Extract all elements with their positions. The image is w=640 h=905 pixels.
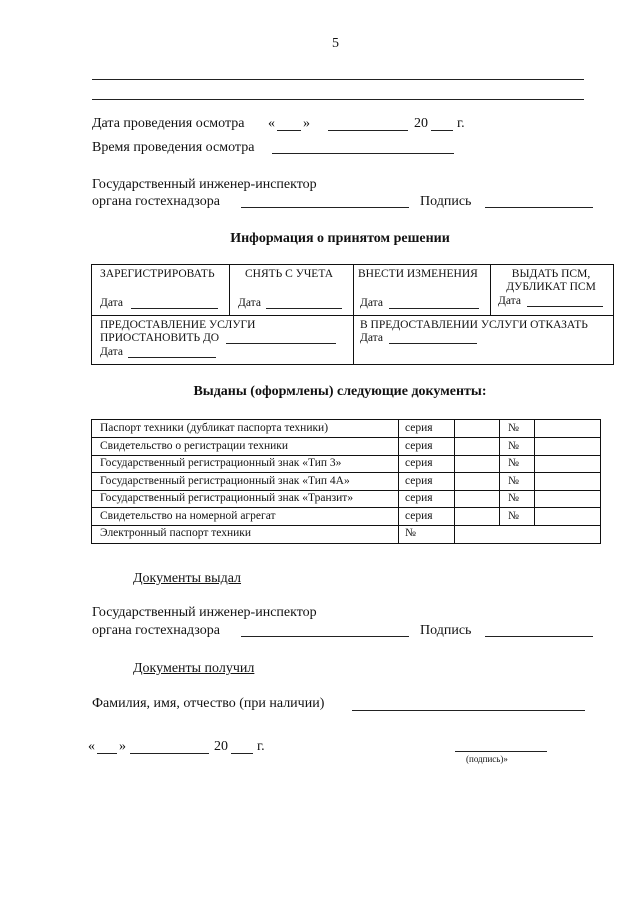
received-signature-field[interactable] — [455, 751, 547, 752]
amend-date-field[interactable] — [389, 308, 479, 309]
series-label: серия — [405, 422, 433, 434]
decision-issue-psm-1[interactable]: ВЫДАТЬ ПСМ, — [511, 268, 591, 280]
received-day-field[interactable] — [97, 753, 117, 754]
issued-signature-label: Подпись — [420, 623, 472, 638]
page-number: 5 — [332, 36, 339, 51]
doc-row: Свидетельство на номерной агрегат — [100, 510, 276, 522]
number-label: № — [508, 422, 519, 434]
suspend-date-label: Дата — [100, 346, 123, 358]
received-year-suffix: г. — [257, 739, 265, 754]
issue-psm-date-field[interactable] — [527, 306, 603, 307]
year-prefix: 20 — [414, 116, 428, 131]
series-label: серия — [405, 510, 433, 522]
issued-inspector-line2: органа гостехнадзора — [92, 623, 220, 638]
inspector-line1: Государственный инженер-инспектор — [92, 177, 317, 192]
issued-inspector-line1: Государственный инженер-инспектор — [92, 605, 317, 620]
doc-row: Свидетельство о регистрации техники — [100, 440, 289, 452]
open-quote: « — [268, 116, 275, 131]
deregister-date-field[interactable] — [266, 308, 342, 309]
issued-heading: Документы выдал — [133, 571, 242, 586]
close-quote: » — [303, 116, 310, 131]
decision-title: Информация о принятом решении — [230, 231, 450, 246]
inspector-line2: органа гостехнадзора — [92, 194, 220, 209]
series-label: серия — [405, 440, 433, 452]
suspend-date-field[interactable] — [128, 357, 216, 358]
number-label: № — [508, 440, 519, 452]
doc-row: Государственный регистрационный знак «Тип 3» — [100, 457, 342, 469]
suspend-until-field[interactable] — [226, 343, 336, 344]
number-label: № — [508, 492, 519, 504]
register-date-field[interactable] — [131, 308, 218, 309]
fio-label: Фамилия, имя, отчество (при наличии) — [92, 696, 325, 711]
decision-deregister[interactable]: СНЯТЬ С УЧЕТА — [245, 268, 334, 280]
series-label: серия — [405, 457, 433, 469]
doc-row: Государственный регистрационный знак «Тип 4А» — [100, 475, 350, 487]
decision-suspend-1[interactable]: ПРЕДОСТАВЛЕНИЕ УСЛУГИ — [100, 319, 256, 331]
register-date-label: Дата — [100, 297, 123, 309]
inspection-time-field[interactable] — [272, 153, 454, 154]
inspector-signature-field[interactable] — [485, 207, 593, 208]
inspection-date-label: Дата проведения осмотра — [92, 116, 245, 131]
doc-row: Государственный регистрационный знак «Транзит» — [100, 492, 354, 504]
month-field[interactable] — [328, 130, 408, 131]
decision-register[interactable]: ЗАРЕГИСТРИРОВАТЬ — [100, 268, 215, 280]
inspector-name-field[interactable] — [241, 207, 409, 208]
signature-caption: (подпись)» — [466, 754, 508, 764]
inspection-time-label: Время проведения осмотра — [92, 140, 255, 155]
decision-refuse[interactable]: В ПРЕДОСТАВЛЕНИИ УСЛУГИ ОТКАЗАТЬ — [360, 319, 588, 331]
number-label: № — [405, 527, 416, 539]
documents-title: Выданы (оформлены) следующие документы: — [193, 384, 487, 399]
day-field[interactable] — [277, 130, 301, 131]
issued-name-field[interactable] — [241, 636, 409, 637]
year-suffix: г. — [457, 116, 465, 131]
received-close-quote: » — [119, 739, 126, 754]
refuse-date-label: Дата — [360, 332, 383, 344]
doc-row: Электронный паспорт техники — [100, 527, 251, 539]
received-heading: Документы получил — [133, 661, 255, 676]
number-label: № — [508, 510, 519, 522]
decision-issue-psm-2: ДУБЛИКАТ ПСМ — [506, 281, 596, 293]
inspector-signature-label: Подпись — [420, 194, 472, 209]
received-month-field[interactable] — [130, 753, 209, 754]
number-label: № — [508, 457, 519, 469]
blank-line — [92, 79, 584, 80]
refuse-date-field[interactable] — [389, 343, 477, 344]
year-field[interactable] — [431, 130, 453, 131]
number-label: № — [508, 475, 519, 487]
deregister-date-label: Дата — [238, 297, 261, 309]
received-year-field[interactable] — [231, 753, 253, 754]
received-open-quote: « — [88, 739, 95, 754]
fio-field[interactable] — [352, 710, 585, 711]
blank-line — [92, 99, 584, 100]
received-year-prefix: 20 — [214, 739, 228, 754]
decision-suspend-2: ПРИОСТАНОВИТЬ ДО — [100, 332, 220, 344]
issued-signature-field[interactable] — [485, 636, 593, 637]
issue-psm-date-label: Дата — [498, 295, 521, 307]
series-label: серия — [405, 475, 433, 487]
series-label: серия — [405, 492, 433, 504]
doc-row: Паспорт техники (дубликат паспорта техники) — [100, 422, 329, 434]
decision-amend[interactable]: ВНЕСТИ ИЗМЕНЕНИЯ — [358, 268, 478, 280]
amend-date-label: Дата — [360, 297, 383, 309]
